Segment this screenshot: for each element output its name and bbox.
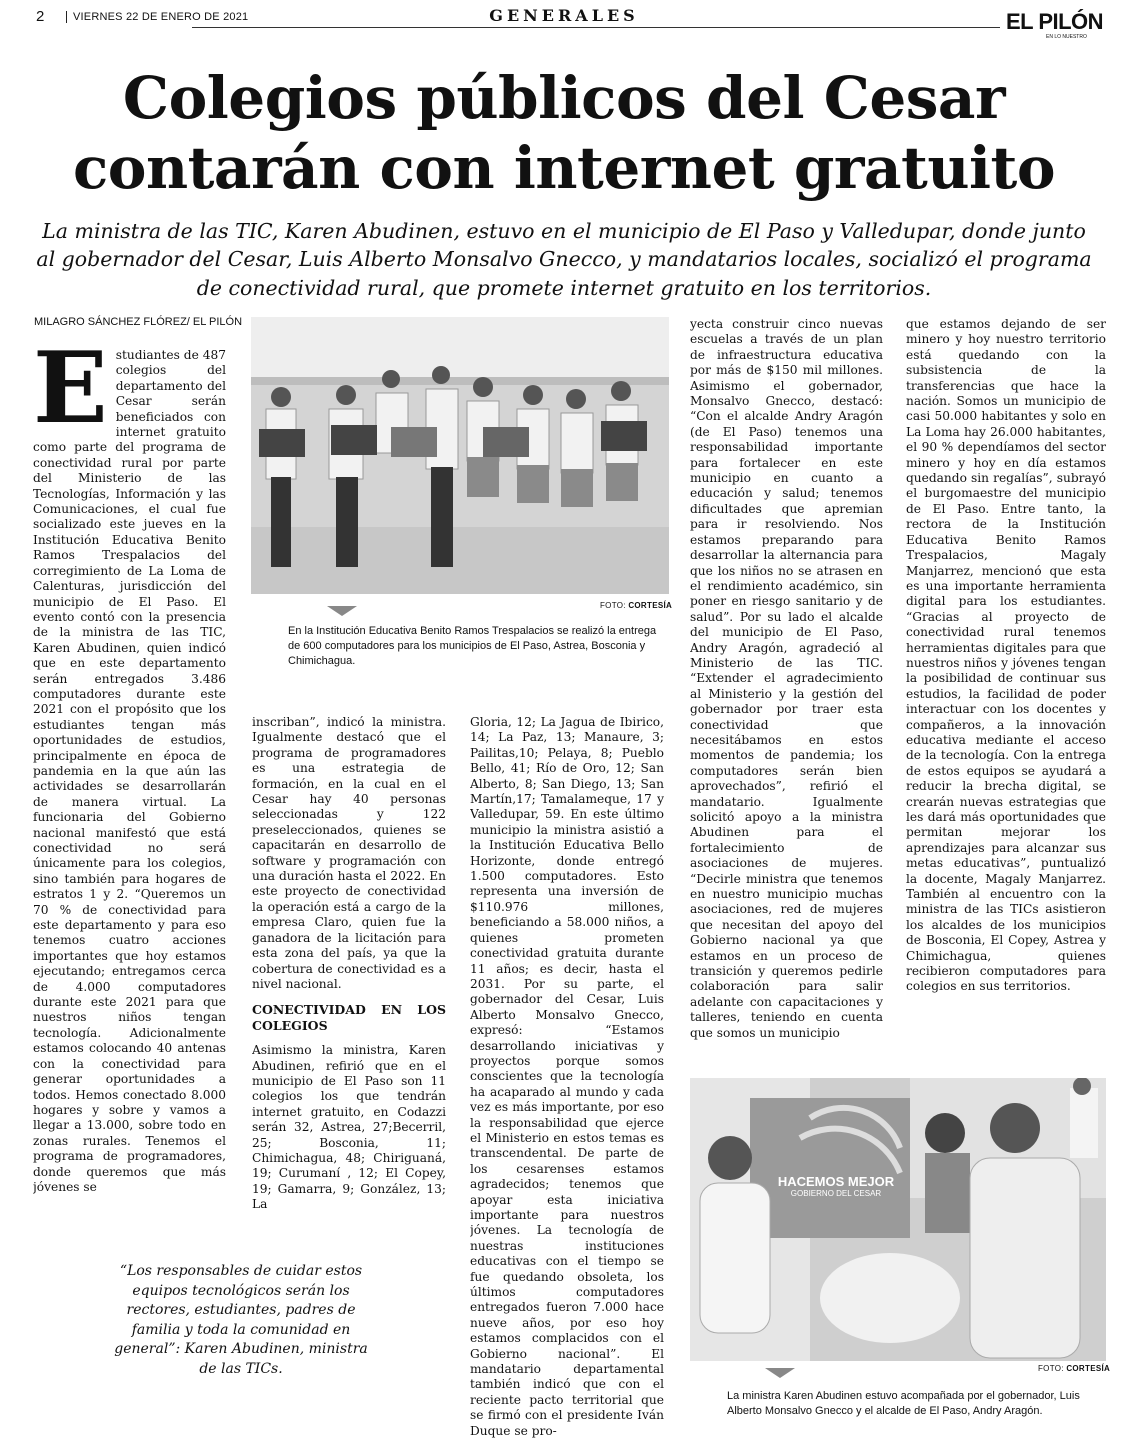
- column-2-text-a: inscriban”, indicó la ministra. Igualmente destacó que el programa de programadores es una estrategia de formación, en la cual en el Cesar hay 40 personas seleccionadas y 122 preseleccionados, quienes se capacitarán en desarrollo de software y programación con una duración hasta el 2022. En este proyecto de conectividad la operación está a cargo de la empresa Claro, quien fue la ganadora de la licitación para esta zona del país, ya que la cobertura de conectividad es a nivel nacional.: [252, 715, 446, 991]
- byline: MILAGRO SÁNCHEZ FLÓREZ/ EL PILÓN: [34, 316, 243, 328]
- column-4-text: yecta construir cinco nuevas escuelas a través de un plan de infraestructura educativa por más de $150 mil millones. Asimismo el gobernador, Monsalvo Gnecco, destacó: “Con el alcalde Andry Aragón (de El Paso) tenemos una responsabilidad importante para fortalecer en este municipio en cuanto a educación y salud; tenemos dificultades que apremian para ir resolviendo. Nos estamos preparando para desarrollar la alternancia para que los niños no se atrasen en el rendimiento académico, sin poner en riesgo sanitario y de salud”. Por su lado el alcalde del municipio de El Paso, Andry Aragón, agradeció al Ministerio de las TIC. “Extender el agradecimiento al Ministerio y la gestión del gobernador por traer esta conectividad que necesitábamos en estos momentos de pandemia; los computadores serán bien aprovechados”, refirió el mandatario. Igualmente solicitó apoyo a la ministra Abudinen para el fortalecimiento de asociaciones de mujeres. “Decirle ministra que tenemos en nuestro municipio muchas asociaciones, red de mujeres que necesitan del apoyo del Gobierno nacional ya que estamos en un proceso de transición y queremos pedirle colaboración para salir adelante con capacitaciones y talleres, teniendo en cuenta que somos un municipio: [690, 317, 883, 1040]
- article-column-1: [33, 348, 226, 1208]
- column-5-text: que estamos dejando de ser minero y hoy nuestro territorio está quedando con la subsistencia de la transferencias que hace la nación. Somos un municipio de casi 50.000 habitantes y solo en La Loma hay 26.000 habitantes, el 90 % dependíamos del sector minero y hoy en día estamos quedando sin regalías”, subrayó el burgomaestre del municipio de El Paso. Entre tanto, la rectora de la Institución Educativa Benito Ramos Trespalacios, Magaly Manjarrez, mencionó que esta es una importante herramienta digital para los estudiantes. “Gracias al proyecto de conectividad rural tenemos herramientas digitales para que nuestros niños y jóvenes tengan la posibilidad de continuar sus estudios, la facilidad de poder interactuar con los docentes y compañeros, a la innovación educativa mediante el acceso de la tecnología. Con la entrega de estos equipos se ayudará a reducir la brecha digital, se crearán nuevas estrategias que les dará más oportunidades que permitan mejorar los aprendizajes para alcanzar sus metas educativas”, puntualizó la docente, Magaly Manjarrez. También al encuentro con la ministra de las TICs asistieron los alcaldes de los municipios de Bosconia, El Copey, Astrea y Chimichagua, quienes recibieron computadores para colegios en sus territorios.: [906, 317, 1106, 994]
- photo2-credit: [1038, 1364, 1110, 1373]
- photo2-caption: La ministra Karen Abudinen estuvo acompañada por el gobernador, Luis Alberto Monsalvo Gnecco y el alcalde de El Paso, Andry Aragón.: [727, 1390, 1080, 1417]
- photo-minister-governor: [690, 1078, 1106, 1361]
- banner-line-1: HACEMOS MEJOR: [777, 1174, 895, 1189]
- logo-tagline: EN LO NUESTRO: [1046, 34, 1087, 40]
- column-3-text: Gloria, 12; La Jagua de Ibirico, 14; La Paz, 13; Manaure, 3; Pailitas,10; Pelaya, 8; Pueblo Bello, 41; Río de Oro, 12; San Alberto, 8; San Diego, 13; San Martín,17; Tamalameque, 17 y Valledupar, 59. En este último municipio la ministra asistió a la Institución Educativa Bello Horizonte, donde entregó 1.500 computadores. Esto representa una inversión de $110.976 millones, beneficiando a 58.000 niños, a quienes prometen conectividad gratuita durante 11 años; es decir, hasta el 2031. Por su parte, el gobernador del Cesar, Luis Alberto Monsalvo Gnecco, expresó: “Estamos desarrollando iniciativas y proyectos porque somos conscientes que la tecnología ha acaparado al mundo y cada vez es más importante, por eso la responsabilidad que ejerce el Ministerio en estos temas es transcendental. De parte de los cesarenses estamos agradecidos; tenemos que apoyar esta iniciativa importante para nuestros jóvenes. La tecnología de nuestras instituciones educativas con el tiempo se fue quedando obsoleta, los últimos computadores entregados fueron 7.000 hace nueve años, por eso hoy estamos complacidos con el Gobierno nacional”. El mandatario departamental también indicó que con el reciente pacto territorial que se firmó con el presidente Iván Duque se pro-: [470, 715, 664, 1438]
- issue-date: VIERNES 22 DE ENERO DE 2021: [66, 11, 248, 23]
- pull-quote: “Los responsables de cuidar estos equipos tecnológicos serán los rectores, estudiantes, padres de familia y toda la comunidad en general”: Karen Abudinen, ministra de las TICs.: [114, 1263, 368, 1377]
- page-number: 2: [36, 8, 45, 25]
- deck: La ministra de las TIC, Karen Abudinen, estuvo en el municipio de El Paso y Valledupar, donde junto al gobernador del Cesar, Luis Alberto Monsalvo Gnecco, y mandatarios locales, socializó el programa de conectividad rural, que promete internet gratuito en los territorios.: [36, 219, 1092, 300]
- credit-prefix: FOTO:: [1038, 1364, 1064, 1373]
- column-2-text-b: Asimismo la ministra, Karen Abudinen, refirió que en el municipio de El Paso son 11 colegios los que tendrán internet gratuito, en Codazzi serán 32, Astrea, 27;Becerril, 25; Bosconia, 11; Chimichagua, 48; Chiriguaná, 19; Curumaní , 12; El Copey, 19; Gamarra, 9; González, 13; La: [252, 1043, 446, 1212]
- banner-line-2: GOBIERNO DEL CESAR: [790, 1189, 882, 1198]
- header-rule: [192, 27, 1000, 28]
- drop-cap: E: [33, 348, 108, 446]
- headline: Colegios públicos del Cesar contarán con internet gratuito: [72, 64, 1056, 202]
- photo1-credit: [600, 601, 672, 610]
- photo-students-computers: [251, 317, 669, 594]
- caption-arrow-2: [765, 1368, 795, 1378]
- subhead-conectividad: CONECTIVIDAD EN LOS COLEGIOS: [252, 1002, 446, 1033]
- credit-name: CORTESÍA: [628, 601, 673, 610]
- column-1-text: studiantes de 487 colegios del departamento del Cesar serán beneficiados con internet gratuito como parte del programa de conectividad rural por parte del Ministerio de las Tecnologías, Información y las Comunicaciones, el cual fue socializado este jueves en la Institución Educativa Benito Ramos Trespalacios del corregimiento de La Loma de Calenturas, jurisdicción del municipio de El Paso. El evento contó con la presencia de la ministra de las TIC, Karen Abudinen, quien indicó que en este departamento serán entregados 3.486 computadores durante este 2021 con el propósito que los estudiantes tengan más oportunidades de estudios, principalmente en época de pandemia en la que aún las actividades se desarrollarán de manera virtual. La funcionaria del Gobierno nacional manifestó que está conectividad no será únicamente para los colegios, sino también para hogares de estratos 1 y 2. “Queremos un 70 % de conectividad para este departamento y para eso tenemos cuatro acciones importantes que hoy estamos ejecutando; entregamos cerca de 4.000 computadores durante este 2021 para que nuestros niños tengan tecnología. Adicionalmente estamos colocando 40 antenas con la conectividad para generar oportunidades a todos. Hemos conectado 8.000 hogares y sobre y vamos a llegar a 13.000, sobre todo en zonas rurales. Tenemos el programa de programadores, donde queremos que más jóvenes se: [33, 348, 226, 1194]
- banner-text: [762, 1174, 910, 1198]
- article-column-4: [690, 317, 883, 1057]
- credit-prefix: FOTO:: [600, 601, 626, 610]
- article-column-3: [470, 715, 664, 1440]
- students-photo-illustration: [251, 317, 669, 594]
- minister-photo-illustration: [690, 1078, 1106, 1361]
- article-column-5: [906, 317, 1106, 1057]
- article-column-2: [252, 715, 446, 1215]
- logo-text: EL PILÓN: [1006, 9, 1104, 34]
- photo1-caption: En la Institución Educativa Benito Ramos Trespalacios se realizó la entrega de 600 computadores para los municipios de El Paso, Astrea, Bosconia y Chimichagua.: [288, 625, 657, 667]
- section-name: GENERALES: [489, 6, 639, 25]
- caption-arrow-1: [327, 606, 357, 616]
- newspaper-logo: [1006, 9, 1104, 40]
- credit-name: CORTESÍA: [1066, 1364, 1111, 1373]
